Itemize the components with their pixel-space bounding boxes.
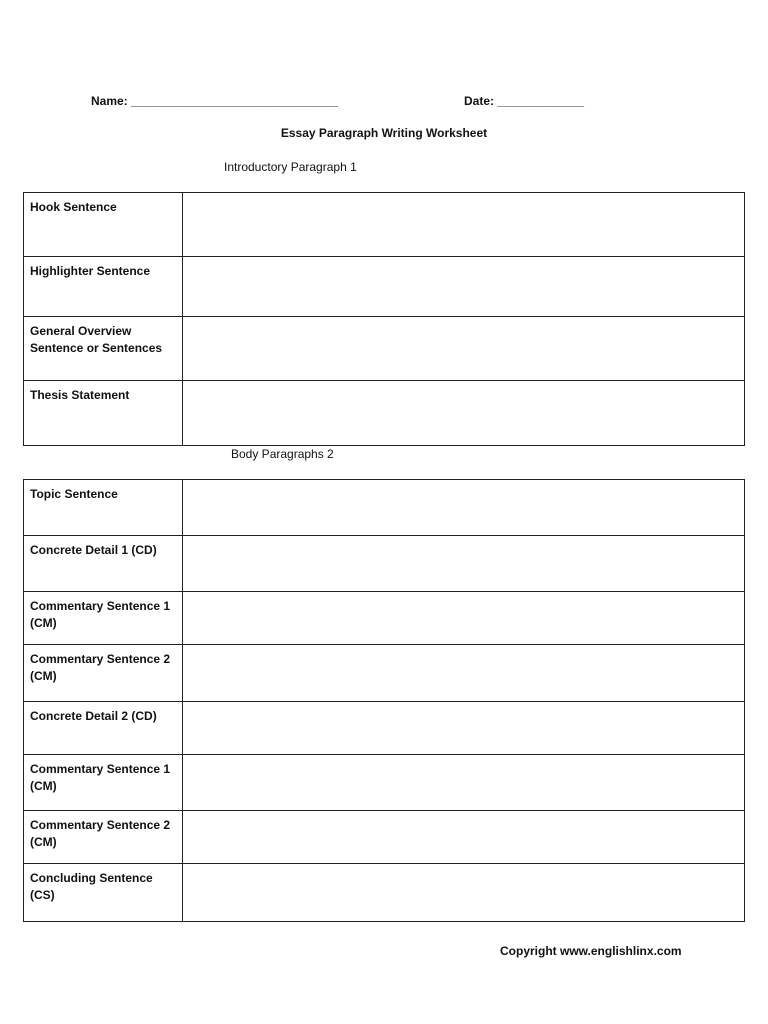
row-label: Commentary Sentence 1 (CM) — [24, 592, 183, 645]
row-label: Concrete Detail 2 (CD) — [24, 702, 183, 755]
intro-section-heading: Introductory Paragraph 1 — [224, 160, 357, 174]
answer-cell[interactable] — [183, 257, 745, 317]
answer-cell[interactable] — [183, 645, 745, 702]
intro-table — [23, 192, 745, 446]
answer-cell[interactable] — [183, 317, 745, 381]
answer-cell[interactable] — [183, 193, 745, 257]
answer-cell[interactable] — [183, 592, 745, 645]
answer-cell[interactable] — [183, 755, 745, 811]
body-table — [23, 479, 745, 922]
row-label: General Overview Sentence or Sentences — [24, 317, 183, 381]
table-row — [24, 193, 745, 257]
row-label: Concluding Sentence (CS) — [24, 864, 183, 922]
answer-cell[interactable] — [183, 702, 745, 755]
row-label: Commentary Sentence 1 (CM) — [24, 755, 183, 811]
table-row — [24, 755, 745, 811]
table-row — [24, 480, 745, 536]
page-title — [0, 126, 768, 140]
table-row — [24, 864, 745, 922]
answer-cell[interactable] — [183, 480, 745, 536]
table-row — [24, 645, 745, 702]
date-field[interactable]: Date: _____________ — [464, 94, 585, 108]
row-label: Highlighter Sentence — [24, 257, 183, 317]
table-row — [24, 381, 745, 446]
answer-cell[interactable] — [183, 381, 745, 446]
page-title-text: Essay Paragraph Writing Worksheet — [280, 126, 488, 140]
table-row — [24, 317, 745, 381]
row-label: Hook Sentence — [24, 193, 183, 257]
name-field[interactable]: Name: _______________________________ — [91, 94, 338, 108]
table-row — [24, 536, 745, 592]
answer-cell[interactable] — [183, 864, 745, 922]
row-label: Commentary Sentence 2 (CM) — [24, 645, 183, 702]
body-section-heading: Body Paragraphs 2 — [231, 447, 334, 461]
row-label: Topic Sentence — [24, 480, 183, 536]
copyright-text: Copyright www.englishlinx.com — [500, 944, 682, 958]
answer-cell[interactable] — [183, 536, 745, 592]
row-label: Concrete Detail 1 (CD) — [24, 536, 183, 592]
table-row — [24, 592, 745, 645]
row-label: Commentary Sentence 2 (CM) — [24, 811, 183, 864]
row-label: Thesis Statement — [24, 381, 183, 446]
table-row — [24, 811, 745, 864]
table-row — [24, 702, 745, 755]
answer-cell[interactable] — [183, 811, 745, 864]
table-row — [24, 257, 745, 317]
